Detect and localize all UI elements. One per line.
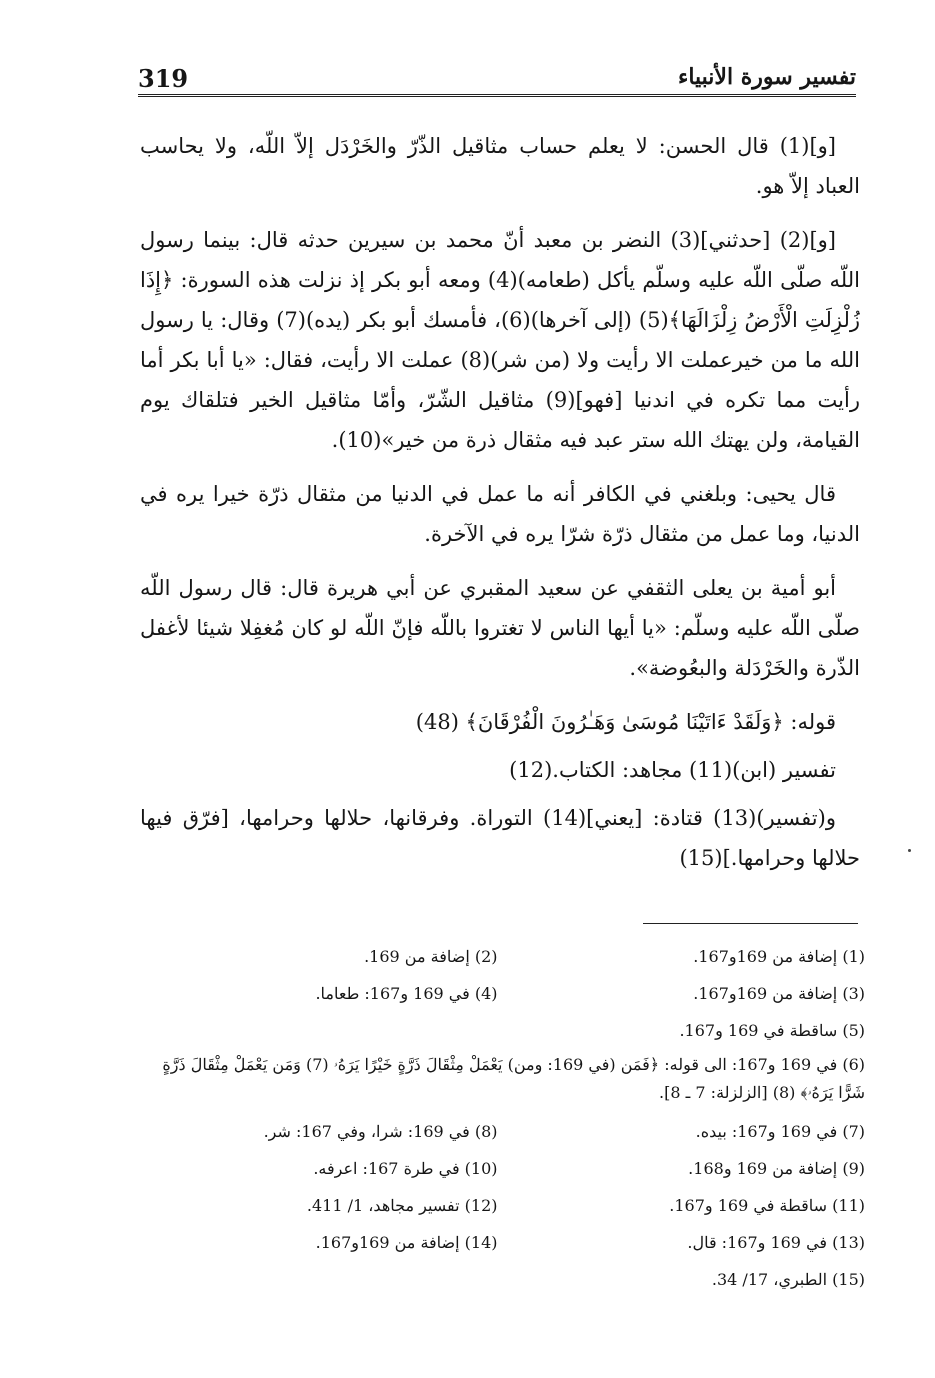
footnote-9: (9) إضافة من 169 و168. — [688, 1159, 865, 1178]
footnote-1: (1) إضافة من 169و167. — [693, 947, 865, 966]
footnote-5: (5) ساقطة في 169 و167. — [679, 1021, 865, 1040]
paragraph-mujahid: تفسير (ابن)(11) مجاهد: الكتاب.(12) — [509, 758, 836, 782]
footnote-11: (11) ساقطة في 169 و167. — [669, 1196, 865, 1215]
footnote-4: (4) في 169 و167: طعاما. — [315, 984, 498, 1003]
footnote-row — [140, 1113, 865, 1150]
footnote-row — [140, 1187, 865, 1224]
footnote-row — [140, 975, 865, 1012]
page-header — [138, 56, 856, 97]
paragraph-yahya: قال يحيى: وبلغني في الكافر أنه ما عمل في الدنيا من مثقال ذرّة خيرا يره في الدنيا، وما عمل من مثقال ذرّة شرّا يره في الآخرة. — [140, 482, 860, 546]
paragraph-abu-hurayra: أبو أمية بن يعلى الثقفي عن سعيد المقبري عن أبي هريرة قال: قال رسول اللّه صلّى اللّه عليه وسلّم: «يا أيها الناس لا تغتروا باللّه فإنّ اللّه لو كان مُغفِلا شيئا لأغفل الذّرة والخَرْدَلة والبعُوضة». — [140, 576, 860, 680]
margin-speck — [908, 849, 911, 852]
footnote-empty — [140, 1012, 498, 1049]
footnote-row — [140, 1150, 865, 1187]
paragraph-hasan: [و](1) قال الحسن: لا يعلم حساب مثاقيل الذّرّ والخَرْدَل إلاّ اللّه، ولا يحاسب العباد إلاّ هو. — [140, 134, 860, 198]
page-number: 319 — [138, 64, 189, 93]
verse-48: قوله: ﴿وَلَقَدْ ءَاتَيْنَا مُوسَىٰ وَهَـٰرُونَ الْفُرْقَانَ﴾ (48) — [415, 710, 836, 734]
footnote-row — [140, 1012, 865, 1049]
footnote-3: (3) إضافة من 169و167. — [693, 984, 865, 1003]
paragraph-qatada: و(تفسير)(13) قتادة: [يعني](14) التوراة. وفرقانها، حلالها وحرامها، [فرّق فيها حلالها وحرامها.](15) — [140, 806, 860, 870]
footnote-15: (15) الطبري، 17/ 34. — [711, 1270, 865, 1289]
footnote-14: (14) إضافة من 169و167. — [315, 1233, 498, 1252]
footnote-row — [140, 1224, 865, 1261]
footnotes — [140, 938, 865, 1298]
paragraph-hadith-abu-bakr: [و](2) [حدثني](3) النضر بن معبد أنّ محمد بن سيرين حدثه قال: بينما رسول اللّه صلّى اللّه عليه وسلّم يأكل (طعامه)(4) ومعه أبو بكر إذ نزلت هذه السورة: ﴿إِذَا زُلْزِلَتِ الْأَرْضُ زِلْزَالَهَا﴾(5) (إلى آخرها)(6)، فأمسك أبو بكر (يده)(7) وقال: يا رسول الله ما من خيرعملت الا رأيت ولا (من شر)(8) عملت الا رأيت، فقال: «يا أبا بكر أما رأيت مما تكره في اندنيا [فهو](9) مثاقيل الشّرّ، وأمّا مثاقيل الخير فتلقاك يوم القيامة، ولن يهتك الله ستر عبد فيه مثقال ذرة من خير»(10). — [140, 228, 861, 452]
footnote-empty — [140, 1261, 498, 1298]
footnote-6: (6) في 169 و167: الى قوله: ﴿فَمَن (في 169: ومن) يَعْمَلْ مِثْقَالَ ذَرَّةٍ خَيْرًا يَرَهُۥ (7) وَمَن يَعْمَلْ مِثْقَالَ ذَرَّةٍ شَرًّا يَرَهُۥ﴾ (8) [الزلزلة: 7 ـ 8]. — [162, 1055, 865, 1102]
footnote-7: (7) في 169 و167: بيده. — [695, 1122, 865, 1141]
footnote-2: (2) إضافة من 169. — [364, 947, 498, 966]
footnote-10: (10) في طرة 167: اعرفه. — [313, 1159, 498, 1178]
footnote-separator — [643, 923, 858, 924]
footnote-8: (8) في 169: شرا، وفي 167: شر. — [263, 1122, 498, 1141]
footnote-12: (12) تفسير مجاهد، 1/ 411. — [306, 1196, 498, 1215]
running-title: تفسير سورة الأنبياء — [677, 64, 856, 90]
footnote-13: (13) في 169 و167: قال. — [687, 1233, 865, 1252]
footnote-row — [140, 938, 865, 975]
footnote-row — [140, 1261, 865, 1298]
main-text — [140, 126, 860, 892]
